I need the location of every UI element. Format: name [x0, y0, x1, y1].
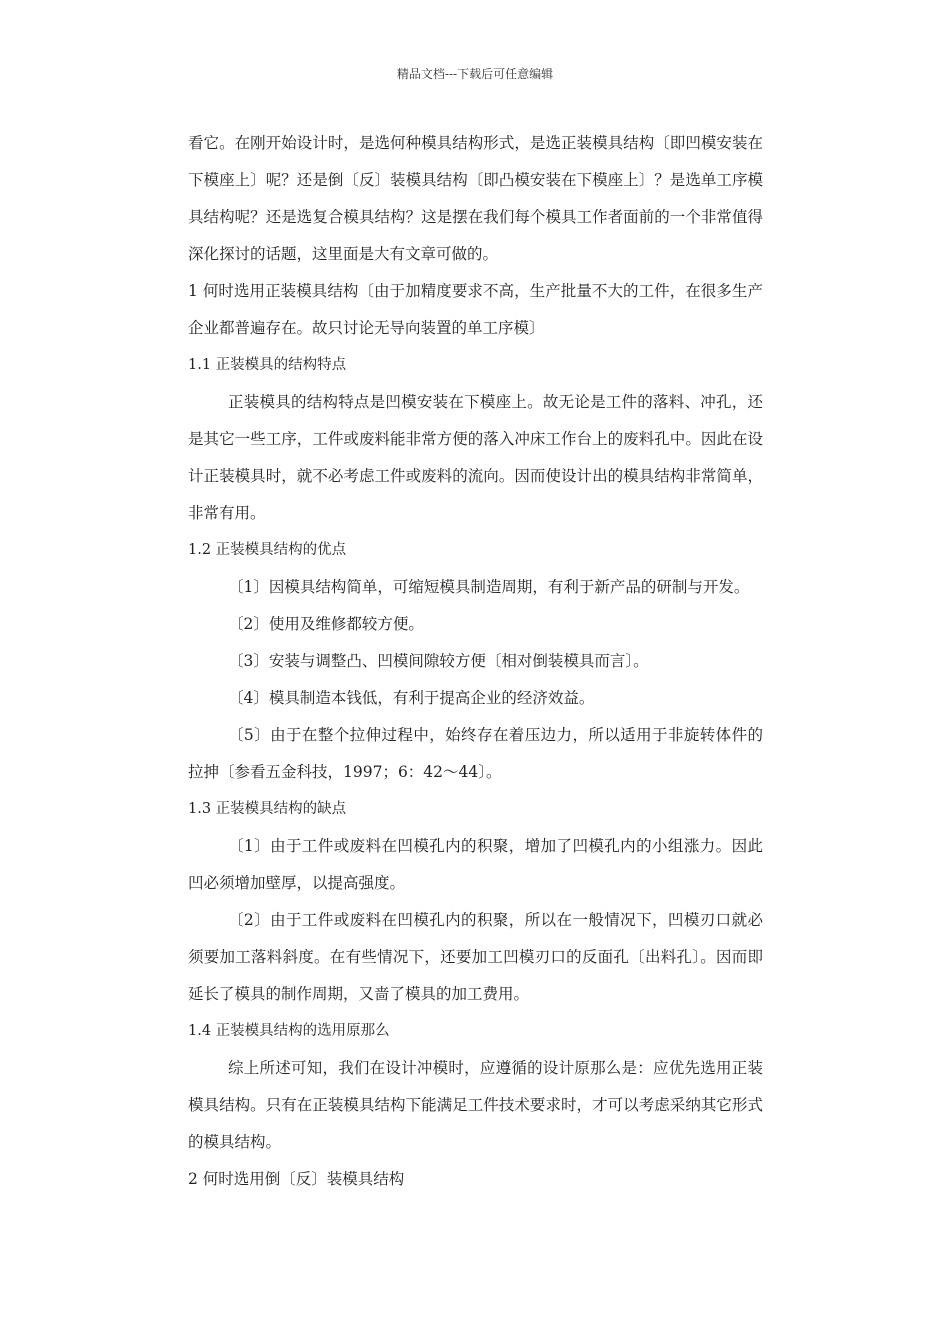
subsection-1-1-paragraph: 正装模具的结构特点是凹模安装在下模座上。故无论是工件的落料、冲孔，还是其它一些工序，工件或废料能非常方便的落入冲床工作台上的废料孔中。因此在设计正装模具时，就不必考虑工件或废料的流向。因而使设计出的模具结构非常简单，非常有用。	[188, 393, 763, 522]
subsection-1-1-heading: 1.1 正装模具的结构特点	[188, 357, 347, 373]
advantage-item-1: 〔1〕因模具结构简单，可缩短模具制造周期，有利于新产品的研制与开发。	[228, 578, 750, 596]
subsection-1-4-heading: 1.4 正装模具结构的选用原那么	[188, 1023, 390, 1039]
intro-paragraph: 看它。在刚开始设计时，是选何种模具结构形式，是选正装模具结构〔即凹模安装在下模座上〕呢？还是倒〔反〕装模具结构〔即凸模安装在下模座上〕？是选单工序模具结构呢？还是选复合模具结构？这是摆在我们每个模具工作者面前的一个非常值得深化探讨的话题，这里面是大有文章可做的。	[188, 134, 763, 263]
section-1-heading: 1 何时选用正装模具结构〔由于加精度要求不高，生产批量不大的工件，在很多生产企业都普遍存在。故只讨论无导向装置的单工序模〕	[188, 282, 763, 337]
disadvantage-item-1: 〔1〕由于工件或废料在凹模孔内的积聚，增加了凹模孔内的小组涨力。因此凹必须增加壁厚，以提高强度。	[188, 837, 763, 892]
advantage-item-3: 〔3〕安装与调整凸、凹模间隙较方便〔相对倒装模具而言〕。	[228, 652, 649, 670]
page-header: 精品文档---下载后可任意编辑	[396, 67, 554, 81]
subsection-1-3-heading: 1.3 正装模具结构的缺点	[188, 801, 347, 817]
disadvantage-item-2: 〔2〕由于工件或废料在凹模孔内的积聚，所以在一般情况下，凹模刃口就必须要加工落料斜度。在有些情况下，还要加工凹模刃口的反面孔〔出料孔〕。因而即延长了模具的制作周期，又啬了模具的加工费用。	[188, 911, 763, 1003]
subsection-1-2-heading: 1.2 正装模具结构的优点	[188, 542, 347, 558]
section-2-heading: 2 何时选用倒〔反〕装模具结构	[188, 1170, 405, 1188]
advantage-item-5: 〔5〕由于在整个拉伸过程中，始终存在着压边力，所以适用于非旋转体件的拉抻〔参看五金科技，1997；6：42～44〕。	[188, 726, 763, 781]
advantage-item-4: 〔4〕模具制造本钱低，有利于提高企业的经济效益。	[228, 689, 595, 707]
advantage-item-2: 〔2〕使用及维修都较方便。	[228, 615, 424, 633]
document-body	[188, 125, 763, 1198]
subsection-1-4-paragraph: 综上所述可知，我们在设计冲模时，应遵循的设计原那么是：应优先选用正装模具结构。只有在正装模具结构下能满足工件技术要求时，才可以考虑采纳其它形式的模具结构。	[188, 1059, 763, 1151]
